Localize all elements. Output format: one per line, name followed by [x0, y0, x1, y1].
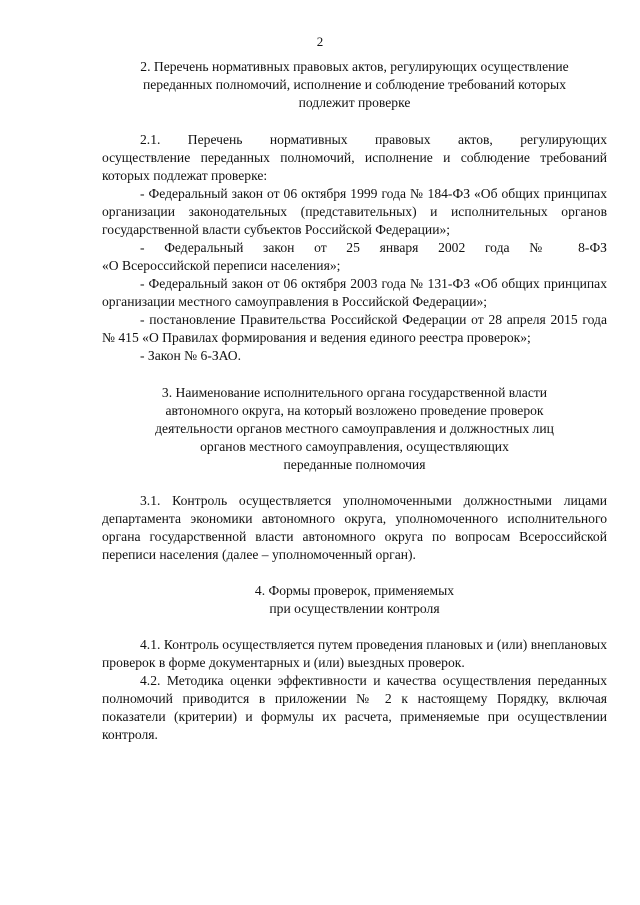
section-3-heading-line: 3. Наименование исполнительного органа государственной власти [161, 385, 548, 400]
section-3-heading-line: автономного округа, на который возложено проведение проверок [165, 403, 544, 418]
paragraph-2-1-line1: 2.1. Перечень нормативных правовых актов, регулирующих [140, 132, 607, 147]
section-2-heading-line: переданных полномочий, исполнение и соблюдение требований которых [142, 77, 566, 92]
section-3-heading-line: органов местного самоуправления, осуществляющих [200, 439, 509, 454]
section-4-heading-line: 4. Формы проверок, применяемых [254, 583, 455, 598]
law-item-184fz: - Федеральный закон от 06 октября 1999 года № 184-ФЗ «Об общих принципах организации законодательных (представительных) и исполнительных органов государственной власти субъектов Российской Федерации»; [102, 186, 607, 237]
law-item-8fz-line1: - Федеральный закон от 25 января 2002 года № 8-ФЗ [140, 240, 607, 255]
law-item-415: - постановление Правительства Российской Федерации от 28 апреля 2015 года № 415 «О Правилах формирования и ведения единого реестра проверок»; [102, 312, 607, 345]
section-3-heading-line: переданные полномочия [283, 457, 426, 472]
section-2-heading-line: подлежит проверке [298, 95, 411, 110]
law-item-6zao: - Закон № 6-ЗАО. [140, 348, 242, 363]
section-2-heading-line: 2. Перечень нормативных правовых актов, регулирующих осуществление [140, 59, 569, 74]
document-body [102, 58, 607, 744]
paragraph-4-1: 4.1. Контроль осуществляется путем проведения плановых и (или) внеплановых проверок в форме документарных и (или) выездных проверок. [102, 637, 607, 670]
page-number: 2 [316, 34, 324, 49]
paragraph-4-2: 4.2. Методика оценки эффективности и качества осуществления переданных полномочий приводится в приложении № 2 к настоящему Порядку, включая показатели (критерии) и формулы их расчета, применяемые при осуществлении контроля. [102, 673, 607, 742]
law-item-131fz: - Федеральный закон от 06 октября 2003 года № 131-ФЗ «Об общих принципах организации местного самоуправления в Российской Федерации»; [102, 276, 607, 309]
section-3-heading [102, 384, 607, 474]
paragraph-3-1: 3.1. Контроль осуществляется уполномоченными должностными лицами департамента экономики автономного округа, уполномоченного исполнительного органа государственной власти автономного округа по вопросам Всероссийской переписи населения (далее – уполномоченный орган). [102, 493, 607, 562]
law-item-8fz-line2: «О Всероссийской переписи населения»; [102, 258, 341, 273]
section-2-heading [102, 58, 607, 112]
section-4-heading-line: при осуществлении контроля [269, 601, 440, 616]
section-3-heading-line: деятельности органов местного самоуправления и должностных лиц [155, 421, 554, 436]
paragraph-2-1: осуществление переданных полномочий, исполнение и соблюдение требований которых подлежат проверке: [102, 150, 607, 183]
section-4-heading [102, 582, 607, 618]
